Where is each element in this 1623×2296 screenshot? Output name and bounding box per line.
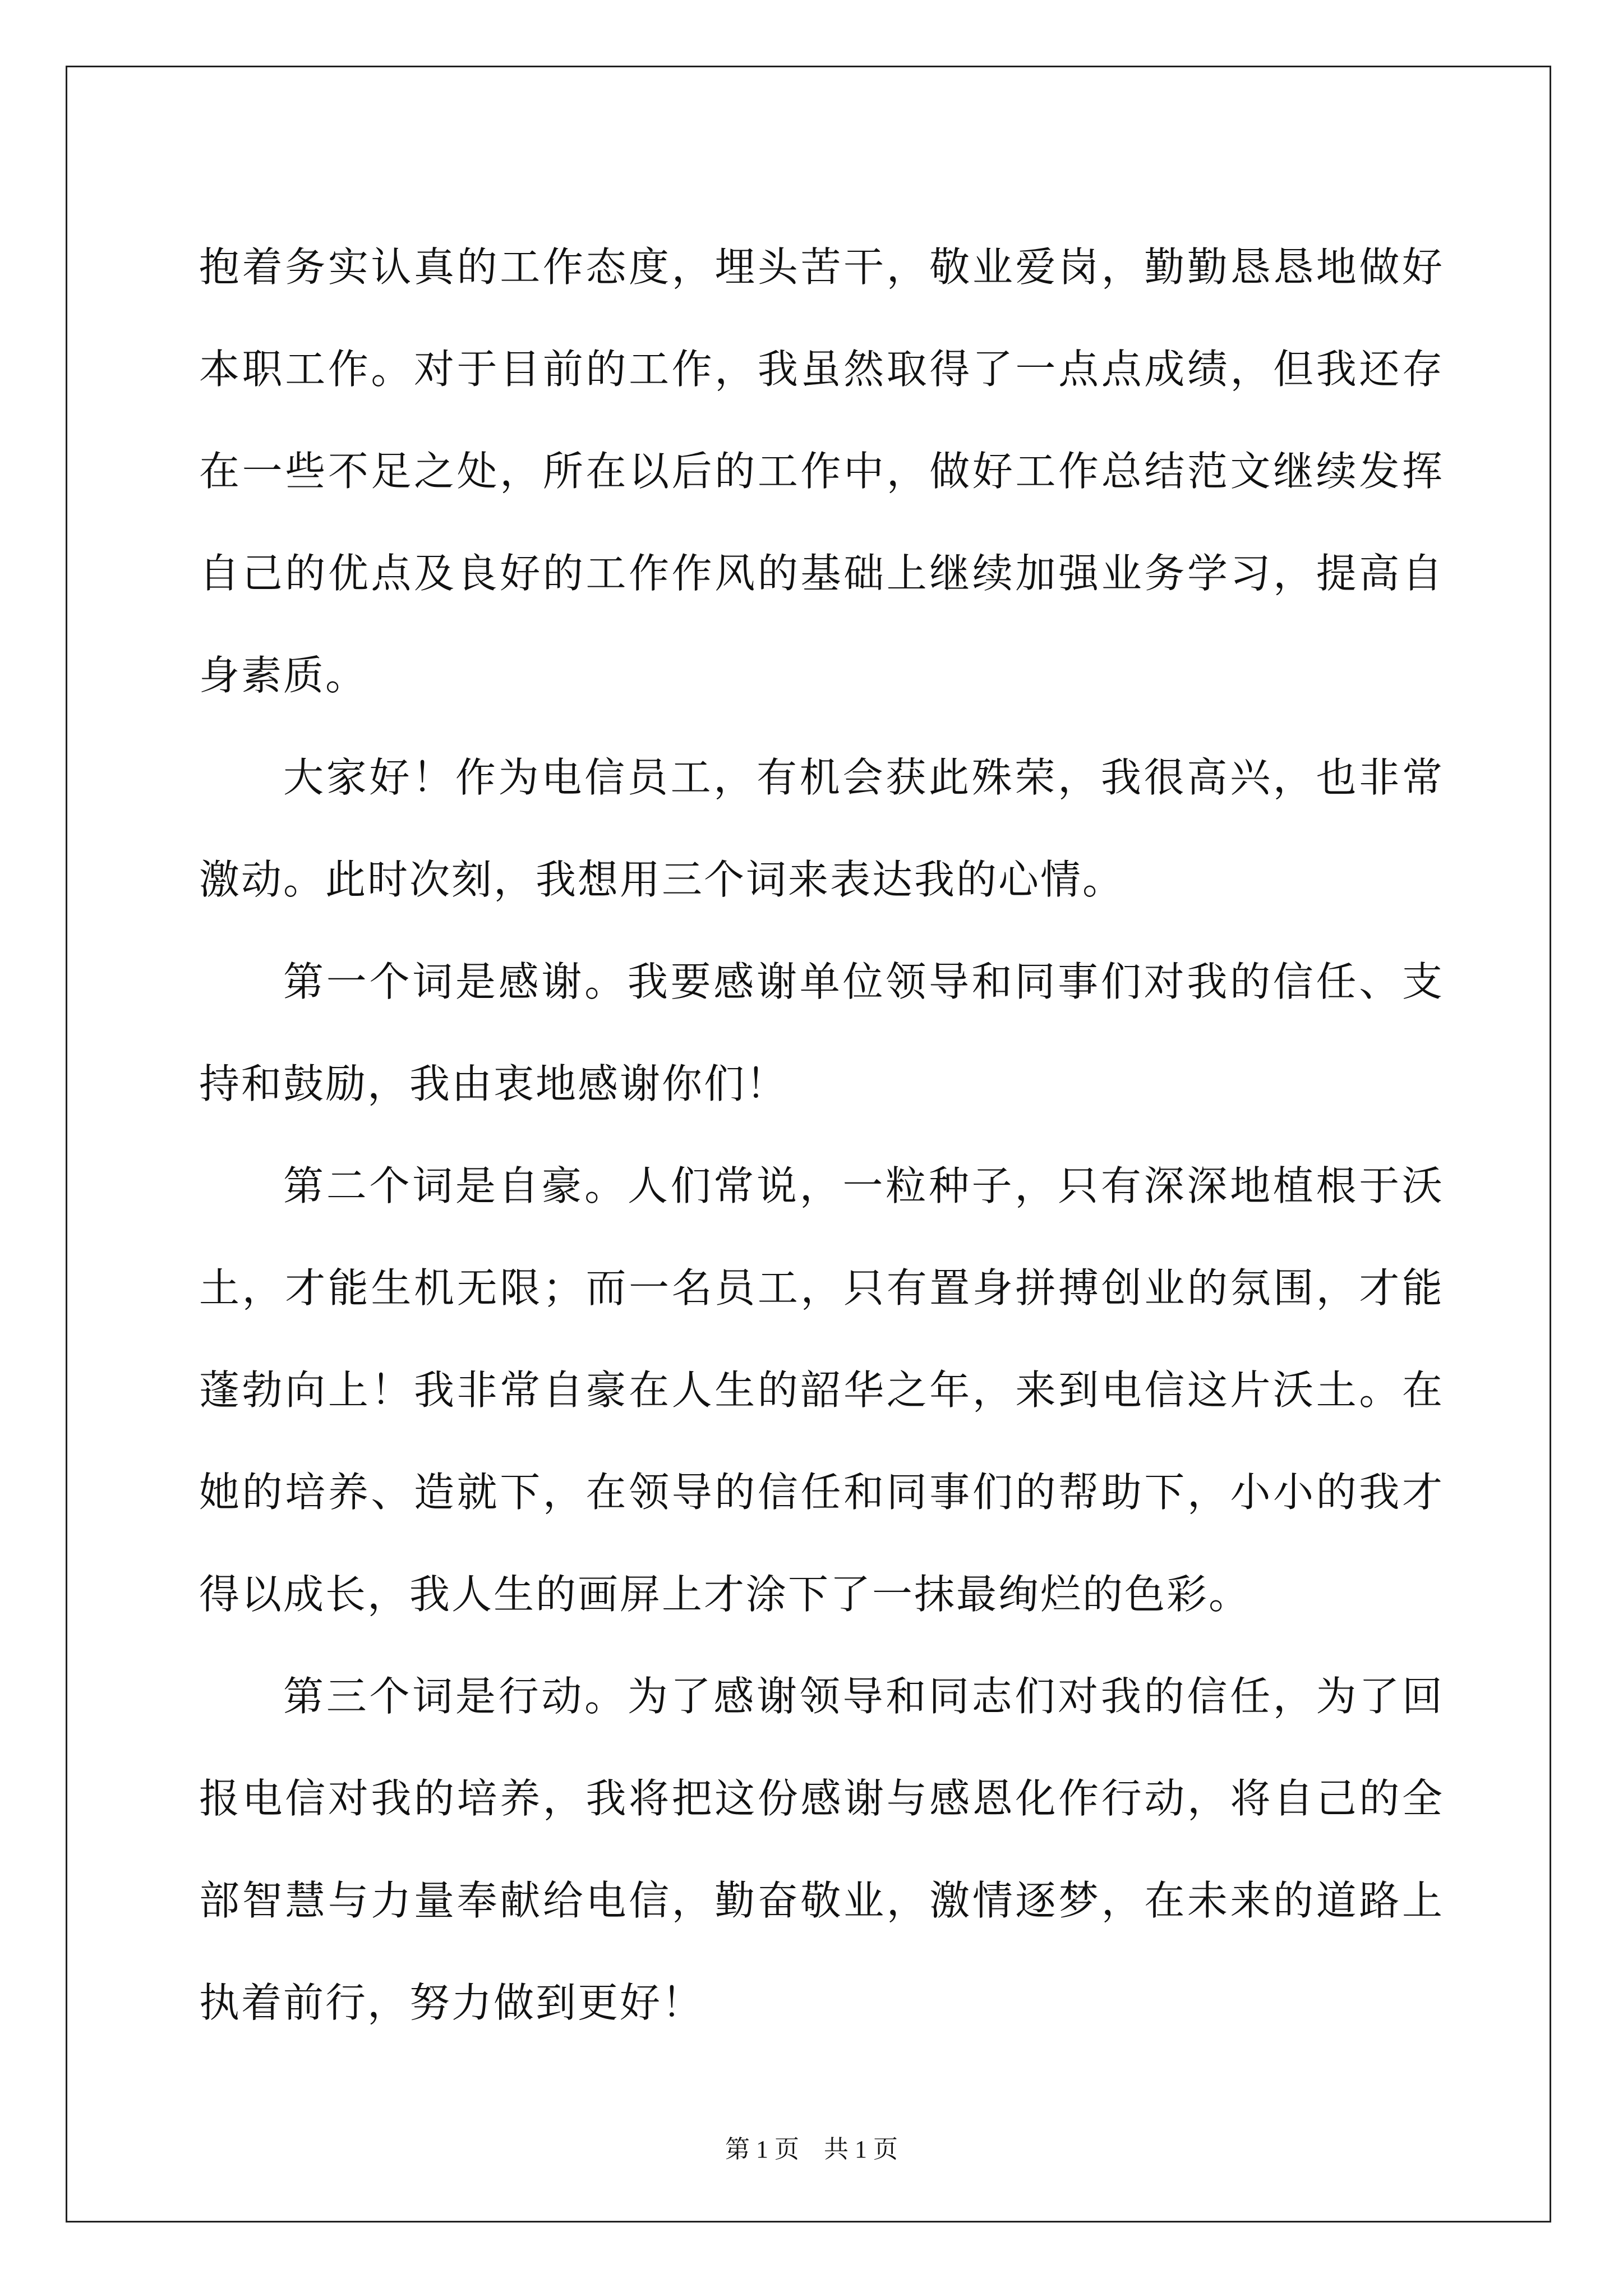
- paragraph-5: 第三个词是行动。为了感谢领导和同志们对我的信任，为了回报电信对我的培养，我将把这份感谢与感恩化作行动，将自己的全部智慧与力量奉献给电信，勤奋敬业，激情逐梦，在未来的道路上执着前行，努力做到更好！: [199, 1673, 1444, 2026]
- paragraph-1: 抱着务实认真的工作态度，埋头苦干，敬业爱岗，勤勤恳恳地做好本职工作。对于目前的工作，我虽然取得了一点点成绩，但我还存在一些不足之处，所在以后的工作中，做好工作总结范文继续发挥自己的优点及良好的工作作风的基础上继续加强业务学习，提高自身素质。: [199, 243, 1444, 699]
- paragraph-2: 大家好！作为电信员工，有机会获此殊荣，我很高兴，也非常激动。此时次刻，我想用三个词来表达我的心情。: [199, 754, 1444, 903]
- paragraph-3: 第一个词是感谢。我要感谢单位领导和同事们对我的信任、支持和鼓励，我由衷地感谢你们！: [199, 958, 1444, 1107]
- page-number-footer: 第 1 页 共 1 页: [725, 2136, 898, 2163]
- document-body: [199, 216, 1444, 2054]
- paragraph-4: 第二个词是自豪。人们常说，一粒种子，只有深深地植根于沃土，才能生机无限；而一名员工，只有置身拼搏创业的氛围，才能蓬勃向上！我非常自豪在人生的韶华之年，来到电信这片沃土。在她的培养、造就下，在领导的信任和同事们的帮助下，小小的我才得以成长，我人生的画屏上才涂下了一抹最绚烂的色彩。: [199, 1162, 1444, 1618]
